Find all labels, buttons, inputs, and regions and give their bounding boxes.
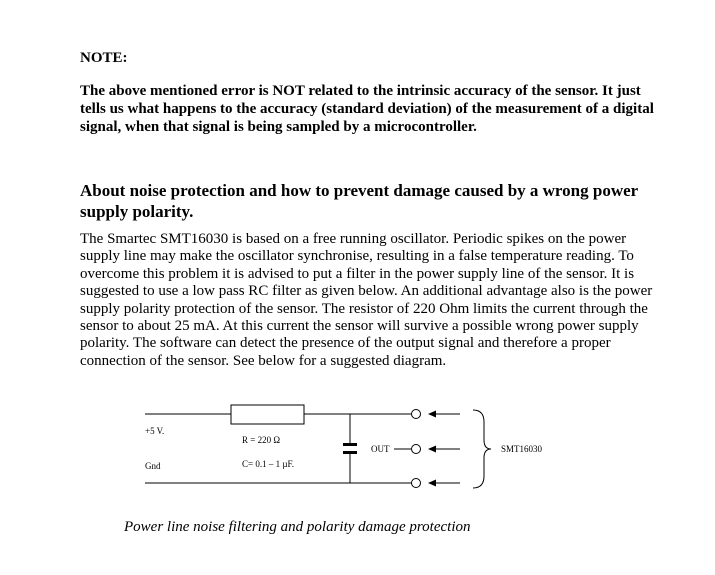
capacitor-label: C= 0.1 – 1 µF. [242, 459, 295, 469]
resistor-label: R = 220 Ω [242, 435, 281, 445]
arrow-head-supply [428, 411, 436, 418]
note-heading: NOTE: [80, 50, 128, 66]
capacitor-plate-top [343, 443, 357, 446]
note-text: The above mentioned error is NOT related to the intrinsic accuracy of the sensor. It just tells us what happens to the accuracy (standard deviation) of the measurement of a digital signal, when that signal is being sampled by a microcontroller. [80, 83, 654, 135]
terminal-ground [412, 479, 421, 488]
sensor-brace [473, 410, 491, 488]
arrow-head-ground [428, 480, 436, 487]
section-heading: About noise protection and how to prevent damage caused by a wrong power supply polarity. [80, 181, 638, 221]
capacitor-plate-bottom [343, 451, 357, 454]
output-label: OUT [371, 444, 390, 454]
resistor [231, 405, 304, 424]
supply-label: +5 V. [145, 426, 165, 436]
ground-label: Gnd [145, 461, 161, 471]
terminal-supply [412, 410, 421, 419]
terminal-output [412, 445, 421, 454]
diagram-caption: Power line noise filtering and polarity damage protection [124, 519, 471, 535]
sensor-label: SMT16030 [501, 444, 543, 454]
circuit-diagram [0, 395, 715, 515]
section-body: The Smartec SMT16030 is based on a free running oscillator. Periodic spikes on the power supply line may make the oscillator synchronise, resulting in a false temperature reading. To overcome this problem it is advised to put a filter in the power supply line of the sensor. It is suggested to use a low pass RC filter as given below. An additional advantage also is the power supply polarity protection of the sensor. The resistor of 220 Ohm limits the current through the sensor to about 25 mA. At this current the sensor will survive a possible wrong power supply polarity. The software can detect the presence of the output signal and therefore a proper connection of the sensor. See below for a suggested diagram. [80, 231, 653, 369]
arrow-head-output [428, 446, 436, 453]
